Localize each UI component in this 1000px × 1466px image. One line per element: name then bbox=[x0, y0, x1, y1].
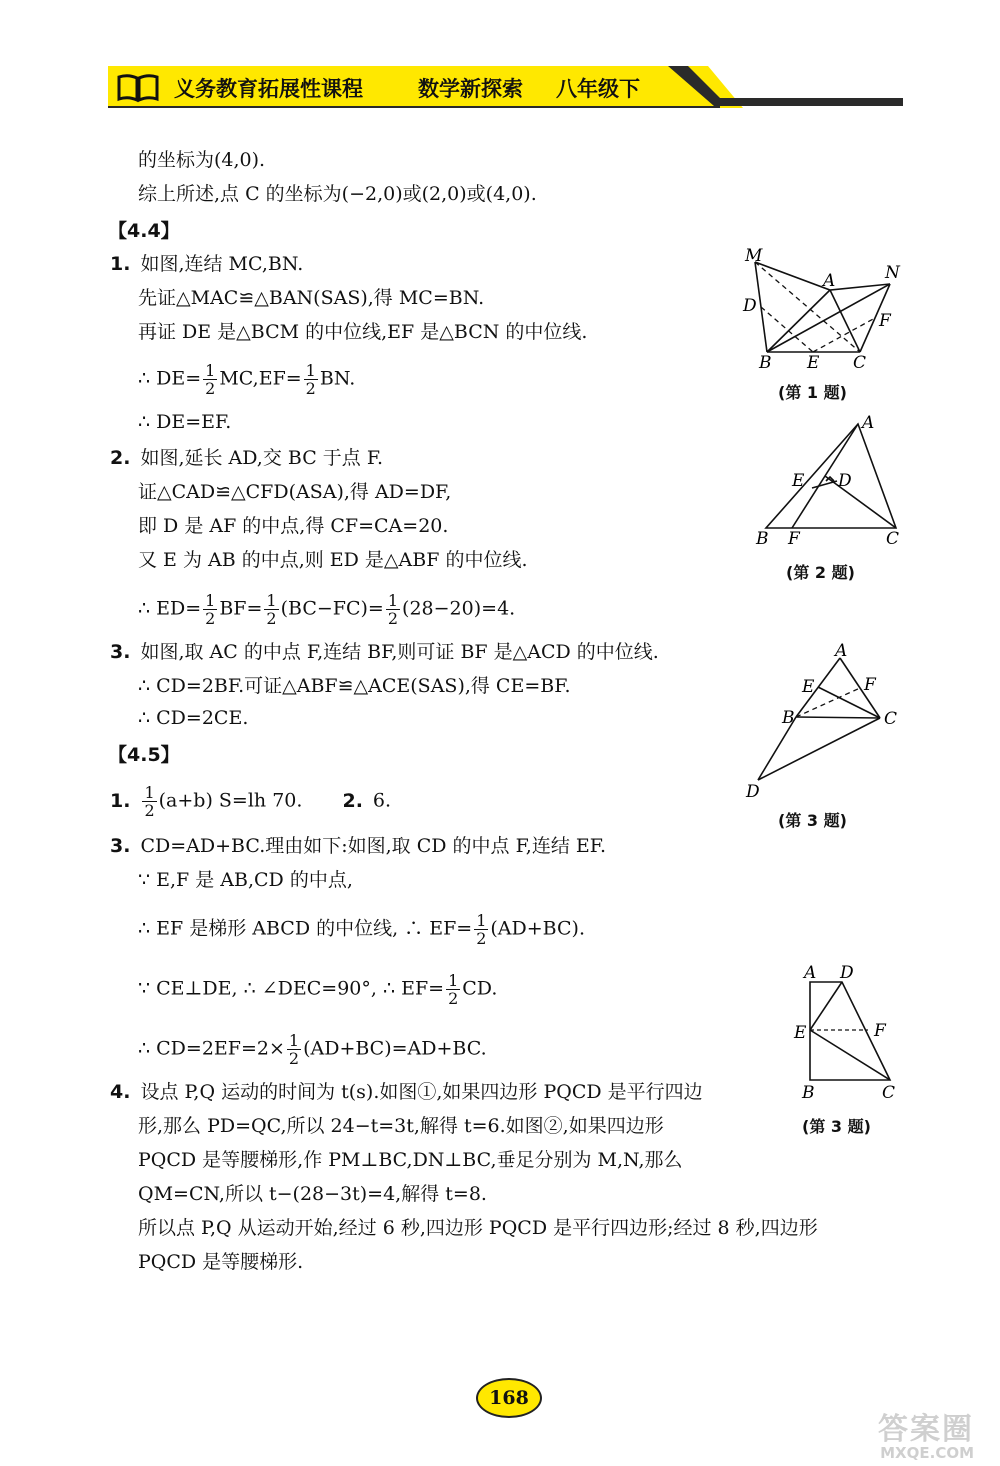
solution-line: ∵ E,F 是 AB,CD 的中点, bbox=[138, 869, 353, 891]
solution-line bbox=[138, 362, 355, 397]
equation-part: MC,EF= bbox=[219, 367, 302, 390]
point-label-e: E bbox=[802, 677, 815, 697]
page-number: 168 bbox=[476, 1378, 542, 1418]
point-label-e: E bbox=[807, 353, 820, 373]
solution-line: 又 E 为 AB 的中点,则 ED 是△ABF 的中位线. bbox=[138, 549, 528, 571]
numerator: 1 bbox=[144, 783, 155, 802]
numerator: 1 bbox=[288, 1031, 300, 1050]
solution-line: ∴ CD=2BF.可证△ABF≌△ACE(SAS),得 CE=BF. bbox=[138, 675, 571, 697]
solution-line: 所以点 P,Q 从运动开始,经过 6 秒,四边形 PQCD 是平行四边形;经过 8 秒,四边形 bbox=[138, 1217, 818, 1239]
denominator: 2 bbox=[305, 379, 316, 398]
point-label-f: F bbox=[788, 529, 800, 549]
figure-3-diagram bbox=[742, 640, 912, 805]
problem-number: 3. bbox=[110, 835, 131, 857]
fraction-half bbox=[446, 972, 460, 1007]
solution-line bbox=[138, 972, 497, 1007]
problem-1-2 bbox=[110, 784, 391, 819]
equation-part: CD. bbox=[462, 977, 498, 1000]
figure-2-caption: (第 2 题) bbox=[786, 563, 855, 582]
point-label-d: D bbox=[743, 296, 757, 316]
problem-text: 如图,取 AC 的中点 F,连结 BF,则可证 BF 是△ACD 的中位线. bbox=[140, 641, 659, 663]
watermark-text: 答案圈 bbox=[878, 1412, 974, 1447]
figure-2-diagram bbox=[750, 412, 910, 552]
denominator: 2 bbox=[448, 989, 459, 1008]
numerator: 1 bbox=[305, 361, 316, 380]
equation-part: (AD+BC)=AD+BC. bbox=[303, 1037, 487, 1060]
section-heading-4-4: 【4.4】 bbox=[108, 220, 180, 242]
answer-text: (a+b) S=lh 70. bbox=[158, 789, 303, 812]
intro-line-2: 综上所述,点 C 的坐标为(−2,0)或(2,0)或(4,0). bbox=[138, 183, 537, 205]
book-icon bbox=[116, 73, 160, 103]
problem-1 bbox=[110, 252, 303, 276]
problem-number: 2. bbox=[110, 447, 131, 469]
problem-text: 如图,延长 AD,交 BC 于点 F. bbox=[140, 447, 384, 469]
solution-line bbox=[138, 912, 585, 947]
numerator: 1 bbox=[205, 361, 216, 380]
equation-part: ∵ CE⊥DE, ∴ ∠DEC=90°, ∴ EF= bbox=[138, 977, 445, 1000]
figure-4-diagram bbox=[782, 958, 912, 1108]
solution-line: ∴ DE=EF. bbox=[138, 411, 232, 433]
equation-part: (28−20)=4. bbox=[402, 597, 516, 620]
problem-number: 3. bbox=[110, 641, 131, 663]
numerator: 1 bbox=[387, 591, 399, 610]
denominator: 2 bbox=[266, 609, 277, 628]
numerator: 1 bbox=[266, 591, 277, 610]
equation-part: ∴ DE= bbox=[138, 367, 202, 390]
fraction-half bbox=[203, 362, 217, 397]
problem-number: 1. bbox=[110, 253, 131, 275]
point-label-b: B bbox=[782, 708, 795, 728]
point-label-n: N bbox=[885, 263, 900, 283]
solution-line: 形,那么 PD=QC,所以 24−t=3t,解得 t=6.如图②,如果四边形 bbox=[138, 1115, 664, 1137]
point-label-c: C bbox=[853, 353, 867, 373]
solution-line: 即 D 是 AF 的中点,得 CF=CA=20. bbox=[138, 515, 449, 537]
denominator: 2 bbox=[205, 379, 216, 398]
numerator: 1 bbox=[448, 971, 459, 990]
equation-part: (AD+BC). bbox=[490, 917, 585, 940]
solution-line: 证△CAD≌△CFD(ASA),得 AD=DF, bbox=[138, 481, 452, 503]
equation-part: ∴ CD=2EF=2× bbox=[138, 1037, 285, 1060]
problem-number: 2. bbox=[342, 789, 363, 812]
equation-part: BF= bbox=[219, 597, 263, 620]
denominator: 2 bbox=[144, 801, 155, 820]
problem-text: 如图,连结 MC,BN. bbox=[140, 253, 304, 275]
figure-1-diagram bbox=[735, 248, 915, 373]
point-label-b: B bbox=[756, 529, 769, 549]
answer-text: 6. bbox=[372, 789, 392, 812]
intro-line-1: 的坐标为(4,0). bbox=[138, 149, 266, 171]
figure-1-caption: (第 1 题) bbox=[778, 383, 847, 402]
point-label-d: D bbox=[838, 471, 852, 491]
fraction-half bbox=[304, 362, 318, 397]
fraction-half bbox=[142, 784, 156, 819]
point-label-m: M bbox=[745, 248, 763, 266]
problem-4 bbox=[110, 1080, 703, 1104]
solution-line: 先证△MAC≌△BAN(SAS),得 MC=BN. bbox=[138, 287, 485, 309]
numerator: 1 bbox=[205, 591, 216, 610]
denominator: 2 bbox=[387, 609, 399, 628]
point-label-f: F bbox=[879, 311, 891, 331]
point-label-d: D bbox=[840, 963, 854, 983]
equation-part: (BC−FC)= bbox=[280, 597, 384, 620]
point-label-c: C bbox=[884, 709, 898, 729]
figure-4-caption: (第 3 题) bbox=[802, 1117, 871, 1136]
point-label-b: B bbox=[802, 1083, 815, 1103]
figure-3-caption: (第 3 题) bbox=[778, 811, 847, 830]
solution-line bbox=[138, 1032, 487, 1067]
problem-number: 4. bbox=[110, 1081, 131, 1103]
header-subject: 数学新探索 bbox=[418, 77, 523, 101]
section-heading-4-5: 【4.5】 bbox=[108, 744, 180, 766]
denominator: 2 bbox=[205, 609, 216, 628]
point-label-a: A bbox=[862, 413, 875, 433]
fraction-half bbox=[386, 592, 400, 627]
solution-line: PQCD 是等腰梯形. bbox=[138, 1251, 304, 1273]
problem-3 bbox=[110, 640, 659, 664]
point-label-e: E bbox=[792, 471, 805, 491]
equation-part: ∴ EF 是梯形 ABCD 的中位线, ∴ EF= bbox=[138, 917, 473, 940]
header-series: 义务教育拓展性课程 bbox=[174, 77, 363, 101]
solution-line: QM=CN,所以 t−(28−3t)=4,解得 t=8. bbox=[138, 1183, 487, 1205]
problem-text: CD=AD+BC.理由如下:如图,取 CD 的中点 F,连结 EF. bbox=[140, 835, 607, 857]
fraction-half bbox=[203, 592, 217, 627]
point-label-c: C bbox=[882, 1083, 896, 1103]
point-label-f: F bbox=[864, 675, 876, 695]
watermark-site: MXQE.COM bbox=[880, 1444, 974, 1462]
solution-line: ∴ CD=2CE. bbox=[138, 707, 249, 729]
page-header bbox=[108, 66, 903, 108]
problem-number: 1. bbox=[110, 789, 131, 812]
solution-line: PQCD 是等腰梯形,作 PM⊥BC,DN⊥BC,垂足分别为 M,N,那么 bbox=[138, 1149, 683, 1171]
solution-line: 再证 DE 是△BCM 的中位线,EF 是△BCN 的中位线. bbox=[138, 321, 588, 343]
solution-line bbox=[138, 592, 515, 627]
problem-3 bbox=[110, 834, 606, 858]
point-label-a: A bbox=[835, 641, 848, 661]
point-label-a: A bbox=[823, 271, 836, 291]
point-label-e: E bbox=[794, 1023, 807, 1043]
fraction-half bbox=[474, 912, 488, 947]
denominator: 2 bbox=[476, 929, 487, 948]
point-label-c: C bbox=[886, 529, 900, 549]
fraction-half bbox=[264, 592, 278, 627]
point-label-a: A bbox=[804, 963, 817, 983]
denominator: 2 bbox=[288, 1049, 300, 1068]
point-label-d: D bbox=[746, 782, 760, 802]
problem-2 bbox=[110, 446, 383, 470]
equation-part: ∴ ED= bbox=[138, 597, 202, 620]
point-label-f: F bbox=[874, 1021, 886, 1041]
equation-part: BN. bbox=[319, 367, 356, 390]
numerator: 1 bbox=[476, 911, 487, 930]
header-grade: 八年级下 bbox=[556, 77, 640, 101]
problem-text: 设点 P,Q 运动的时间为 t(s).如图①,如果四边形 PQCD 是平行四边 bbox=[140, 1081, 703, 1103]
point-label-b: B bbox=[759, 353, 772, 373]
fraction-half bbox=[287, 1032, 301, 1067]
